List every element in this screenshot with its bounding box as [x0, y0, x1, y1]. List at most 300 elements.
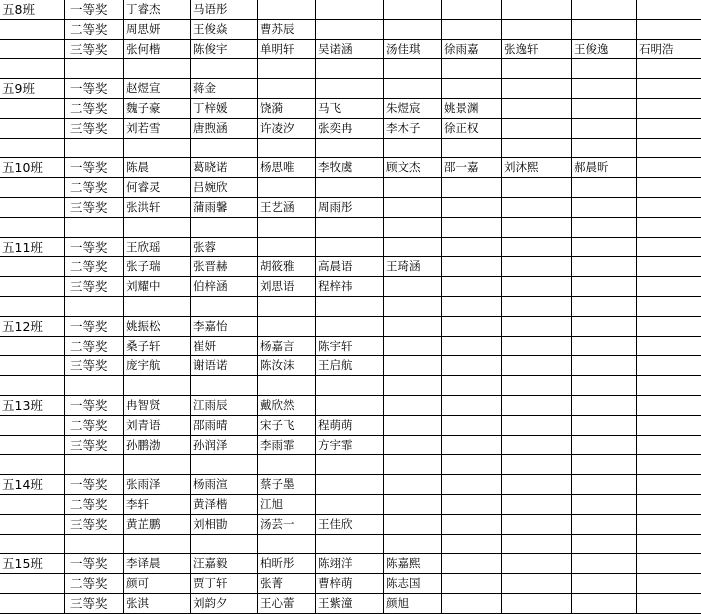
name-cell[interactable] [502, 515, 572, 535]
name-cell[interactable]: 周思妍 [124, 20, 191, 40]
award-level-cell[interactable] [65, 376, 124, 396]
name-cell[interactable]: 曹梓萌 [316, 574, 384, 594]
name-cell[interactable] [502, 79, 572, 99]
name-cell[interactable] [384, 455, 442, 475]
name-cell[interactable] [442, 139, 502, 159]
name-cell[interactable] [384, 79, 442, 99]
class-cell[interactable] [0, 20, 65, 40]
name-cell[interactable] [637, 376, 701, 396]
name-cell[interactable]: 李译晨 [124, 554, 191, 574]
name-cell[interactable] [442, 317, 502, 337]
class-cell[interactable] [0, 376, 65, 396]
name-cell[interactable] [384, 198, 442, 218]
class-cell[interactable] [0, 416, 65, 436]
name-cell[interactable] [316, 238, 384, 258]
name-cell[interactable] [637, 535, 701, 555]
name-cell[interactable]: 姚振松 [124, 317, 191, 337]
name-cell[interactable] [258, 535, 316, 555]
award-level-cell[interactable]: 三等奖 [65, 594, 124, 614]
name-cell[interactable]: 王佳欣 [316, 515, 384, 535]
class-cell[interactable] [0, 198, 65, 218]
award-level-cell[interactable]: 一等奖 [65, 396, 124, 416]
name-cell[interactable] [442, 455, 502, 475]
name-cell[interactable] [384, 396, 442, 416]
award-level-cell[interactable]: 三等奖 [65, 119, 124, 139]
name-cell[interactable]: 王艺涵 [258, 198, 316, 218]
name-cell[interactable] [637, 99, 701, 119]
award-level-cell[interactable]: 一等奖 [65, 238, 124, 258]
name-cell[interactable] [191, 535, 258, 555]
name-cell[interactable]: 张菁 [258, 574, 316, 594]
name-cell[interactable]: 曹苏辰 [258, 20, 316, 40]
name-cell[interactable]: 姚景渊 [442, 99, 502, 119]
name-cell[interactable] [502, 594, 572, 614]
award-level-cell[interactable]: 一等奖 [65, 554, 124, 574]
class-cell[interactable] [0, 119, 65, 139]
award-level-cell[interactable]: 二等奖 [65, 178, 124, 198]
name-cell[interactable]: 李木子 [384, 119, 442, 139]
name-cell[interactable]: 张逸轩 [502, 40, 572, 60]
name-cell[interactable]: 张雨泽 [124, 475, 191, 495]
name-cell[interactable] [572, 59, 637, 79]
name-cell[interactable] [637, 0, 701, 20]
name-cell[interactable]: 饶漪 [258, 99, 316, 119]
class-cell[interactable] [0, 436, 65, 456]
name-cell[interactable]: 刘相勖 [191, 515, 258, 535]
name-cell[interactable]: 赵煜宣 [124, 79, 191, 99]
name-cell[interactable] [572, 297, 637, 317]
name-cell[interactable]: 丁梓媛 [191, 99, 258, 119]
name-cell[interactable] [572, 317, 637, 337]
name-cell[interactable]: 陈宇轩 [316, 337, 384, 357]
name-cell[interactable] [637, 356, 701, 376]
name-cell[interactable]: 张子瑞 [124, 257, 191, 277]
name-cell[interactable] [637, 436, 701, 456]
name-cell[interactable] [384, 475, 442, 495]
name-cell[interactable] [637, 178, 701, 198]
name-cell[interactable] [384, 535, 442, 555]
name-cell[interactable] [442, 0, 502, 20]
name-cell[interactable]: 葛晓诺 [191, 158, 258, 178]
award-level-cell[interactable]: 一等奖 [65, 0, 124, 20]
name-cell[interactable] [258, 178, 316, 198]
name-cell[interactable] [191, 139, 258, 159]
name-cell[interactable]: 宋子飞 [258, 416, 316, 436]
name-cell[interactable]: 孙鹏渤 [124, 436, 191, 456]
name-cell[interactable] [442, 495, 502, 515]
name-cell[interactable] [316, 535, 384, 555]
name-cell[interactable]: 李嘉怡 [191, 317, 258, 337]
award-level-cell[interactable]: 二等奖 [65, 257, 124, 277]
name-cell[interactable]: 张洪轩 [124, 198, 191, 218]
name-cell[interactable]: 陈汝沫 [258, 356, 316, 376]
name-cell[interactable] [384, 238, 442, 258]
class-cell[interactable] [0, 277, 65, 297]
name-cell[interactable] [502, 337, 572, 357]
name-cell[interactable] [442, 59, 502, 79]
name-cell[interactable]: 马飞 [316, 99, 384, 119]
award-level-cell[interactable]: 二等奖 [65, 495, 124, 515]
award-level-cell[interactable] [65, 297, 124, 317]
name-cell[interactable] [442, 257, 502, 277]
award-level-cell[interactable]: 二等奖 [65, 337, 124, 357]
name-cell[interactable] [572, 198, 637, 218]
name-cell[interactable]: 程梓祎 [316, 277, 384, 297]
class-cell[interactable] [0, 178, 65, 198]
class-cell[interactable]: 五8班 [0, 0, 65, 20]
name-cell[interactable] [191, 297, 258, 317]
name-cell[interactable] [637, 257, 701, 277]
name-cell[interactable] [442, 515, 502, 535]
name-cell[interactable]: 刘思语 [258, 277, 316, 297]
name-cell[interactable] [572, 376, 637, 396]
name-cell[interactable] [258, 455, 316, 475]
name-cell[interactable] [384, 436, 442, 456]
name-cell[interactable] [502, 535, 572, 555]
name-cell[interactable] [572, 515, 637, 535]
name-cell[interactable] [637, 574, 701, 594]
name-cell[interactable] [637, 79, 701, 99]
name-cell[interactable]: 刘沐熙 [502, 158, 572, 178]
award-level-cell[interactable] [65, 139, 124, 159]
class-cell[interactable] [0, 495, 65, 515]
name-cell[interactable]: 颜可 [124, 574, 191, 594]
name-cell[interactable] [124, 218, 191, 238]
name-cell[interactable] [502, 59, 572, 79]
name-cell[interactable] [442, 218, 502, 238]
name-cell[interactable] [258, 139, 316, 159]
award-level-cell[interactable]: 三等奖 [65, 277, 124, 297]
award-level-cell[interactable]: 一等奖 [65, 158, 124, 178]
class-cell[interactable] [0, 594, 65, 614]
name-cell[interactable]: 许凌汐 [258, 119, 316, 139]
name-cell[interactable] [442, 198, 502, 218]
name-cell[interactable] [572, 337, 637, 357]
name-cell[interactable] [637, 119, 701, 139]
name-cell[interactable] [258, 297, 316, 317]
name-cell[interactable] [124, 297, 191, 317]
name-cell[interactable] [316, 218, 384, 238]
name-cell[interactable] [572, 594, 637, 614]
name-cell[interactable] [258, 0, 316, 20]
name-cell[interactable] [637, 238, 701, 258]
name-cell[interactable] [384, 515, 442, 535]
name-cell[interactable] [384, 356, 442, 376]
name-cell[interactable] [384, 337, 442, 357]
name-cell[interactable] [258, 317, 316, 337]
name-cell[interactable] [316, 475, 384, 495]
class-cell[interactable] [0, 337, 65, 357]
name-cell[interactable] [442, 574, 502, 594]
name-cell[interactable]: 张蓉 [191, 238, 258, 258]
name-cell[interactable]: 邵雨晴 [191, 416, 258, 436]
class-cell[interactable] [0, 535, 65, 555]
name-cell[interactable] [124, 535, 191, 555]
name-cell[interactable] [502, 99, 572, 119]
class-cell[interactable] [0, 59, 65, 79]
name-cell[interactable] [572, 475, 637, 495]
name-cell[interactable] [316, 79, 384, 99]
name-cell[interactable] [572, 356, 637, 376]
name-cell[interactable]: 王俊焱 [191, 20, 258, 40]
name-cell[interactable]: 李雨霏 [258, 436, 316, 456]
name-cell[interactable] [258, 218, 316, 238]
name-cell[interactable] [316, 0, 384, 20]
class-cell[interactable] [0, 99, 65, 119]
name-cell[interactable] [637, 317, 701, 337]
name-cell[interactable] [502, 574, 572, 594]
award-level-cell[interactable] [65, 535, 124, 555]
name-cell[interactable] [442, 356, 502, 376]
name-cell[interactable] [442, 554, 502, 574]
name-cell[interactable]: 蒲雨馨 [191, 198, 258, 218]
class-cell[interactable]: 五14班 [0, 475, 65, 495]
name-cell[interactable] [442, 297, 502, 317]
name-cell[interactable] [637, 277, 701, 297]
name-cell[interactable]: 庞宇航 [124, 356, 191, 376]
name-cell[interactable] [572, 436, 637, 456]
class-cell[interactable]: 五10班 [0, 158, 65, 178]
name-cell[interactable]: 黄芷鹏 [124, 515, 191, 535]
name-cell[interactable] [572, 535, 637, 555]
name-cell[interactable] [502, 554, 572, 574]
name-cell[interactable]: 张奕冉 [316, 119, 384, 139]
class-cell[interactable]: 五12班 [0, 317, 65, 337]
name-cell[interactable]: 程萌萌 [316, 416, 384, 436]
class-cell[interactable] [0, 455, 65, 475]
class-cell[interactable] [0, 356, 65, 376]
name-cell[interactable]: 王琦涵 [384, 257, 442, 277]
name-cell[interactable]: 方宇霏 [316, 436, 384, 456]
award-level-cell[interactable]: 一等奖 [65, 475, 124, 495]
name-cell[interactable]: 柏昕彤 [258, 554, 316, 574]
name-cell[interactable] [637, 139, 701, 159]
class-cell[interactable]: 五9班 [0, 79, 65, 99]
name-cell[interactable]: 徐正权 [442, 119, 502, 139]
name-cell[interactable]: 黄泽楷 [191, 495, 258, 515]
name-cell[interactable] [384, 376, 442, 396]
name-cell[interactable]: 王启航 [316, 356, 384, 376]
name-cell[interactable] [442, 20, 502, 40]
name-cell[interactable] [637, 455, 701, 475]
name-cell[interactable]: 江雨辰 [191, 396, 258, 416]
name-cell[interactable]: 谢语诺 [191, 356, 258, 376]
name-cell[interactable]: 魏子豪 [124, 99, 191, 119]
name-cell[interactable]: 陈俊宇 [191, 40, 258, 60]
name-cell[interactable] [384, 416, 442, 436]
award-level-cell[interactable]: 三等奖 [65, 356, 124, 376]
name-cell[interactable] [124, 455, 191, 475]
name-cell[interactable] [442, 79, 502, 99]
name-cell[interactable] [442, 535, 502, 555]
name-cell[interactable] [316, 396, 384, 416]
name-cell[interactable]: 唐煦涵 [191, 119, 258, 139]
name-cell[interactable] [637, 198, 701, 218]
name-cell[interactable] [502, 20, 572, 40]
name-cell[interactable] [316, 20, 384, 40]
name-cell[interactable] [572, 0, 637, 20]
class-cell[interactable]: 五15班 [0, 554, 65, 574]
name-cell[interactable] [637, 554, 701, 574]
class-cell[interactable]: 五11班 [0, 238, 65, 258]
name-cell[interactable]: 张淇 [124, 594, 191, 614]
name-cell[interactable] [637, 495, 701, 515]
name-cell[interactable]: 汪嘉毅 [191, 554, 258, 574]
name-cell[interactable] [637, 337, 701, 357]
name-cell[interactable]: 冉智贤 [124, 396, 191, 416]
name-cell[interactable] [572, 139, 637, 159]
name-cell[interactable]: 杨思唯 [258, 158, 316, 178]
name-cell[interactable] [572, 99, 637, 119]
award-level-cell[interactable]: 三等奖 [65, 40, 124, 60]
name-cell[interactable] [502, 119, 572, 139]
name-cell[interactable] [316, 59, 384, 79]
award-level-cell[interactable]: 二等奖 [65, 574, 124, 594]
award-level-cell[interactable]: 二等奖 [65, 99, 124, 119]
name-cell[interactable] [637, 594, 701, 614]
name-cell[interactable] [637, 475, 701, 495]
name-cell[interactable] [442, 277, 502, 297]
name-cell[interactable] [442, 416, 502, 436]
name-cell[interactable] [384, 495, 442, 515]
name-cell[interactable] [258, 376, 316, 396]
name-cell[interactable] [572, 455, 637, 475]
award-level-cell[interactable]: 二等奖 [65, 416, 124, 436]
name-cell[interactable]: 杨嘉言 [258, 337, 316, 357]
name-cell[interactable]: 李牧虞 [316, 158, 384, 178]
class-cell[interactable] [0, 574, 65, 594]
name-cell[interactable] [572, 277, 637, 297]
name-cell[interactable] [637, 515, 701, 535]
name-cell[interactable] [502, 257, 572, 277]
name-cell[interactable]: 崔妍 [191, 337, 258, 357]
name-cell[interactable] [572, 416, 637, 436]
name-cell[interactable] [124, 59, 191, 79]
name-cell[interactable] [258, 238, 316, 258]
name-cell[interactable] [442, 436, 502, 456]
name-cell[interactable]: 何睿灵 [124, 178, 191, 198]
name-cell[interactable] [191, 455, 258, 475]
name-cell[interactable] [316, 455, 384, 475]
name-cell[interactable]: 王欣瑶 [124, 238, 191, 258]
name-cell[interactable]: 顾文杰 [384, 158, 442, 178]
name-cell[interactable]: 陈翊洋 [316, 554, 384, 574]
name-cell[interactable] [442, 594, 502, 614]
name-cell[interactable] [637, 416, 701, 436]
name-cell[interactable] [124, 139, 191, 159]
name-cell[interactable] [572, 396, 637, 416]
class-cell[interactable] [0, 515, 65, 535]
class-cell[interactable]: 五13班 [0, 396, 65, 416]
name-cell[interactable] [502, 416, 572, 436]
award-level-cell[interactable] [65, 218, 124, 238]
name-cell[interactable] [384, 297, 442, 317]
class-cell[interactable] [0, 40, 65, 60]
name-cell[interactable]: 朱煜宸 [384, 99, 442, 119]
name-cell[interactable]: 邵一嘉 [442, 158, 502, 178]
name-cell[interactable]: 石明浩 [637, 40, 701, 60]
name-cell[interactable] [442, 376, 502, 396]
name-cell[interactable] [572, 79, 637, 99]
name-cell[interactable] [316, 178, 384, 198]
name-cell[interactable] [502, 0, 572, 20]
name-cell[interactable]: 贾丁轩 [191, 574, 258, 594]
name-cell[interactable]: 刘韵夕 [191, 594, 258, 614]
name-cell[interactable] [442, 396, 502, 416]
name-cell[interactable]: 江旭 [258, 495, 316, 515]
name-cell[interactable] [316, 495, 384, 515]
class-cell[interactable] [0, 139, 65, 159]
name-cell[interactable] [316, 139, 384, 159]
award-level-cell[interactable] [65, 455, 124, 475]
name-cell[interactable] [502, 317, 572, 337]
name-cell[interactable] [637, 20, 701, 40]
name-cell[interactable] [572, 495, 637, 515]
name-cell[interactable]: 张何楷 [124, 40, 191, 60]
name-cell[interactable] [384, 0, 442, 20]
name-cell[interactable] [572, 119, 637, 139]
name-cell[interactable]: 徐雨嘉 [442, 40, 502, 60]
name-cell[interactable]: 孙润泽 [191, 436, 258, 456]
name-cell[interactable] [637, 158, 701, 178]
name-cell[interactable] [502, 356, 572, 376]
name-cell[interactable]: 杨雨渲 [191, 475, 258, 495]
name-cell[interactable]: 吴诺涵 [316, 40, 384, 60]
name-cell[interactable]: 戴欣然 [258, 396, 316, 416]
name-cell[interactable]: 胡筱雅 [258, 257, 316, 277]
name-cell[interactable] [384, 178, 442, 198]
name-cell[interactable] [572, 218, 637, 238]
name-cell[interactable]: 单明轩 [258, 40, 316, 60]
name-cell[interactable] [502, 277, 572, 297]
name-cell[interactable]: 汤佳琪 [384, 40, 442, 60]
name-cell[interactable] [502, 475, 572, 495]
award-level-cell[interactable]: 三等奖 [65, 436, 124, 456]
name-cell[interactable] [384, 277, 442, 297]
name-cell[interactable] [442, 178, 502, 198]
name-cell[interactable] [442, 238, 502, 258]
name-cell[interactable] [191, 218, 258, 238]
name-cell[interactable] [637, 297, 701, 317]
name-cell[interactable] [502, 198, 572, 218]
name-cell[interactable] [316, 376, 384, 396]
name-cell[interactable] [637, 218, 701, 238]
name-cell[interactable] [637, 59, 701, 79]
name-cell[interactable] [572, 20, 637, 40]
name-cell[interactable]: 吕婉欣 [191, 178, 258, 198]
name-cell[interactable] [502, 238, 572, 258]
name-cell[interactable]: 颜旭 [384, 594, 442, 614]
award-level-cell[interactable] [65, 59, 124, 79]
name-cell[interactable]: 蔡子墨 [258, 475, 316, 495]
name-cell[interactable]: 王俊逸 [572, 40, 637, 60]
name-cell[interactable] [384, 59, 442, 79]
name-cell[interactable] [572, 574, 637, 594]
award-level-cell[interactable]: 一等奖 [65, 79, 124, 99]
name-cell[interactable] [572, 178, 637, 198]
name-cell[interactable]: 陈嘉熙 [384, 554, 442, 574]
name-cell[interactable]: 王心蕾 [258, 594, 316, 614]
name-cell[interactable] [637, 396, 701, 416]
name-cell[interactable]: 张晋赫 [191, 257, 258, 277]
award-level-cell[interactable]: 一等奖 [65, 317, 124, 337]
class-cell[interactable] [0, 257, 65, 277]
name-cell[interactable]: 周雨彤 [316, 198, 384, 218]
name-cell[interactable] [442, 337, 502, 357]
award-level-cell[interactable]: 二等奖 [65, 20, 124, 40]
name-cell[interactable] [572, 554, 637, 574]
name-cell[interactable] [502, 436, 572, 456]
